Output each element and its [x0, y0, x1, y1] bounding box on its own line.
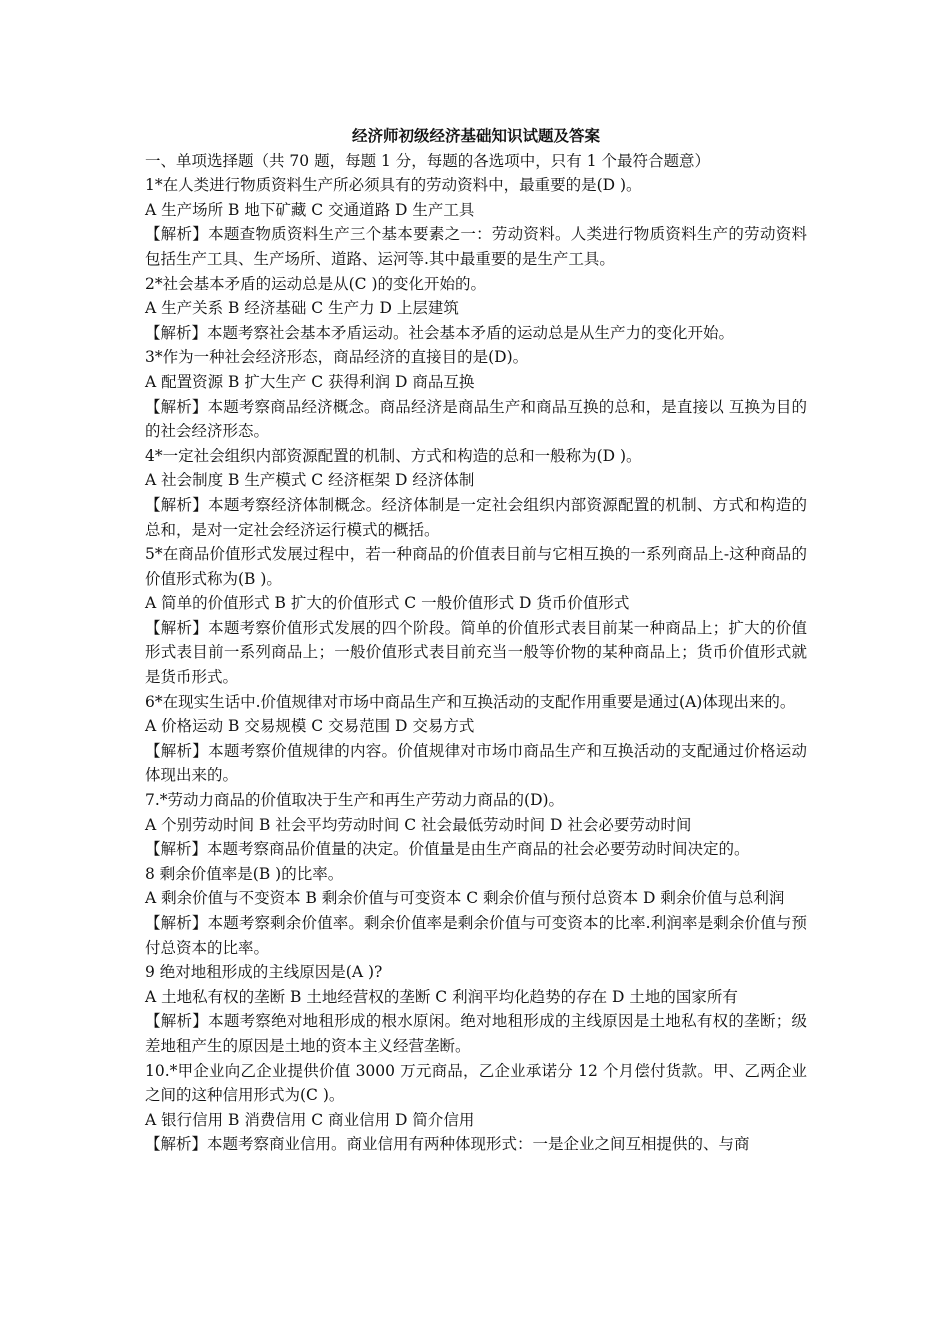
document-title: 经济师初级经济基础知识试题及答案	[351, 126, 600, 145]
answer-options: A 土地私有权的垄断 B 土地经营权的垄断 C 利润平均化趋势的存在 D 土地的国家所有	[145, 987, 738, 1006]
analysis-text: 【解析】本题考察商品价值量的决定。价值量是由生产商品的社会必要劳动时间决定的。	[145, 840, 750, 859]
answer-options: A 社会制度 B 生产模式 C 经济框架 D 经济体制	[145, 471, 475, 490]
question-text: 2*社会基本矛盾的运动总是从(C )的变化开始的。	[145, 274, 486, 293]
analysis-text: 【解析】本题考察价值规律的内容。价值规律对市场巾商品生产和互换活动的支配通过价格运动体现出来的。	[145, 741, 807, 785]
answer-options: A 生产关系 B 经济基础 C 生产力 D 上层建筑	[145, 299, 459, 318]
answer-options: A 配置资源 B 扩大生产 C 获得利润 D 商品互换	[145, 372, 475, 391]
question-text: 10.*甲企业向乙企业提供价值 3000 万元商品，乙企业承诺分 12 个月偿付货款。甲、乙两企业之间的这种信用形式为(C )。	[145, 1061, 807, 1105]
question-text: 5*在商品价值形式发展过程中，若一种商品的价值表目前与它相互换的一系列商品上-这种商品的价值形式称为(B )。	[145, 545, 807, 588]
answer-options: A 价格运动 B 交易规模 C 交易范围 D 交易方式	[145, 717, 475, 736]
answer-options: A 剩余价值与不变资本 B 剩余价值与可变资本 C 剩余价值与预付总资本 D 剩余价值与总利润	[145, 889, 785, 908]
analysis-text: 【解析】本题考察商品经济概念。商品经济是商品生产和商品互换的总和，是直接以 互换为目的的社会经济形态。	[145, 397, 807, 441]
analysis-text: 【解析】本题查物质资料生产三个基本要素之一：劳动资料。人类进行物质资料生产的劳动资料包括生产工具、生产场所、道路、运河等.其中最重要的是生产工具。	[145, 225, 807, 268]
question-text: 8 剩余价值率是(B )的比率。	[145, 864, 344, 883]
analysis-text: 【解析】本题考察社会基本矛盾运动。社会基本矛盾的运动总是从生产力的变化开始。	[145, 323, 735, 342]
analysis-text: 【解析】本题考察价值形式发展的四个阶段。简单的价值形式表目前某一种商品上；扩大的价值形式表目前一系列商品上；一般价值形式表目前充当一般等价物的某种商品上；货币价值形式就是货币形式。	[145, 618, 807, 687]
analysis-text: 【解析】本题考察商业信用。商业信用有两种体现形式：一是企业之间互相提供的、与商	[145, 1135, 750, 1154]
question-text: 9 绝对地租形成的主线原因是(A )?	[145, 963, 383, 982]
question-text: 3*作为一种社会经济形态，商品经济的直接目的是(D)。	[145, 348, 529, 367]
answer-options: A 个别劳动时间 B 社会平均劳动时间 C 社会最低劳动时间 D 社会必要劳动时间	[145, 815, 692, 834]
question-text: 7.*劳动力商品的价值取决于生产和再生产劳动力商品的(D)。	[145, 791, 565, 810]
analysis-text: 【解析】本题考察剩余价值率。剩余价值率是剩余价值与可变资本的比率.利润率是剩余价值与预付总资本的比率。	[145, 914, 807, 957]
analysis-text: 【解析】本题考察绝对地租形成的根水原闲。绝对地租形成的主线原因是土地私有权的垄断；级差地租产生的原因是土地的资本主义经营垄断。	[145, 1012, 807, 1055]
question-text: 1*在人类进行物质资料生产所必须具有的劳动资料中，最重要的是(D )。	[145, 176, 642, 195]
document-body	[145, 124, 807, 1157]
question-text: 4*一定社会组织内部资源配置的机制、方式和构造的总和一般称为(D )。	[145, 446, 642, 465]
question-text: 6*在现实生话中.价值规律对市场中商品生产和互换活动的支配作用重要是通过(A)体现出来的。	[145, 692, 796, 711]
answer-options: A 生产场所 B 地下矿藏 C 交通道路 D 生产工具	[145, 200, 475, 219]
answer-options: A 银行信用 B 消费信用 C 商业信用 D 简介信用	[145, 1110, 475, 1129]
question-list	[145, 173, 807, 1157]
analysis-text: 【解析】本题考察经济体制概念。经济体制是一定社会组织内部资源配置的机制、方式和构造的总和，是对一定社会经济运行模式的概括。	[145, 495, 807, 539]
answer-options: A 简单的价值形式 B 扩大的价值形式 C 一般价值形式 D 货币价值形式	[145, 594, 630, 613]
section-heading: 一、单项选择题（共 70 题，每题 1 分，每题的各选项中，只有 1 个最符合题意）	[145, 151, 711, 170]
